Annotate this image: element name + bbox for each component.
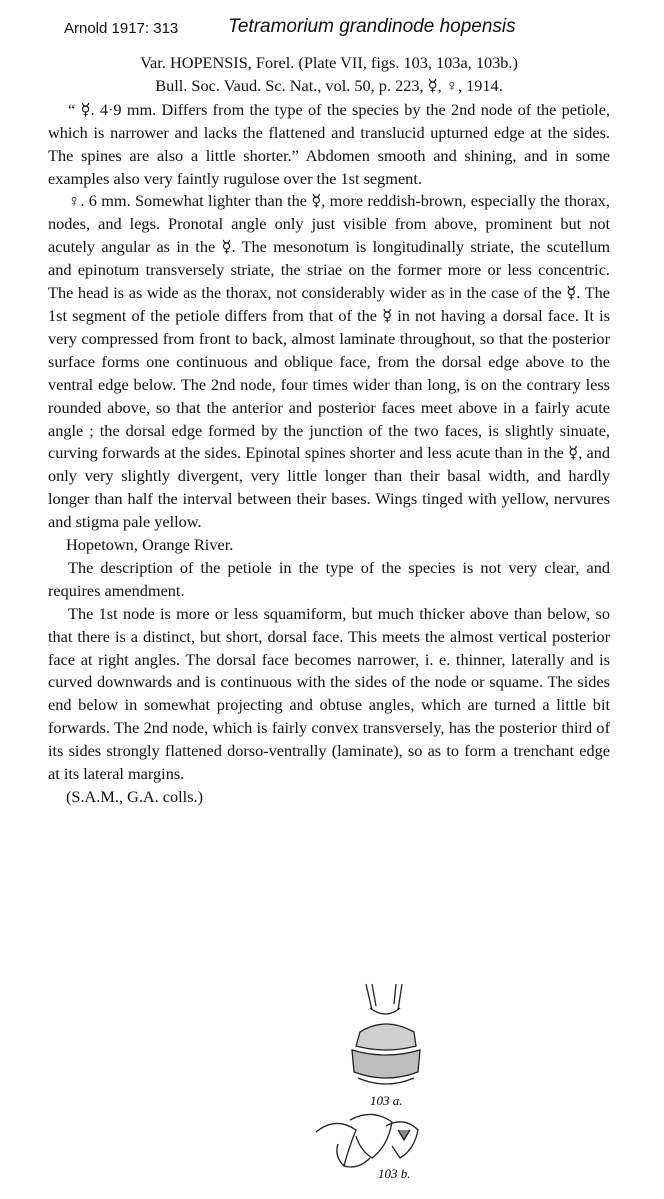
citation: Arnold 1917: 313 [64, 20, 179, 37]
figure-103a-label: 103 a. [370, 1093, 403, 1108]
figure-103a-drawing [0, 980, 664, 1194]
bibliographic-reference: Bull. Soc. Vaud. Sc. Nat., vol. 50, p. 223, ☿, ♀, 1914. [155, 75, 503, 95]
variety-heading: Var. HOPENSIS, Forel. (Plate VII, figs. 103, 103a, 103b.) [140, 53, 518, 72]
figure-103b-label: 103 b. [378, 1166, 411, 1181]
species-title: Tetramorium grandinode hopensis [228, 16, 516, 37]
petiole-note: The description of the petiole in the type of the species is not very clear, and requires amendment. [48, 557, 610, 600]
female-description: ♀. 6 mm. Somewhat lighter than the ☿, more reddish-brown, especially the thorax, nodes, and legs. Pronotal angle only just visible from above, prominent but not acutely angular as in the ☿. The mesonotum is longitudinally striate, the scutellum and epinotum transversely striate, the striae on the former more or less concentric. The head is as wide as the thorax, not considerably wider as in the case of the ☿. The 1st segment of the petiole differs from that of the ☿ in not having a dorsal face. It is very compressed from front to back, almost laminate throughout, so that the posterior surface forms one continuous and oblique face, from the dorsal edge above to the ventral edge below. The 2nd node, four times wider than long, is on the contrary less rounded above, so that the anterior and posterior faces meet above in a fairly acute angle ; the dorsal edge formed by the junction of the two faces, is slightly sinuate, curving forwards at the sides. Epinotal spines shorter and less acute than in the ☿, and only very slightly divergent, very little longer than their basal width, and hardly longer than half the interval between their bases. Wings tinged with yellow, nervures and stigma pale yellow. [48, 191, 610, 532]
collections: (S.A.M., G.A. colls.) [66, 787, 204, 806]
plate-figures [0, 980, 664, 1194]
petiole-amendment: The 1st node is more or less squamiform, but much thicker above than below, so that there is a distinct, but short, dorsal face. This meets the almost vertical posterior face at right angles. The dorsal face becomes narrower, i. e. thinner, laterally and is curved downwards and is continuous with the sides of the node or squame. The sides end below in somewhat projecting and obtuse angles, which are turned a little bit forwards. The 2nd node, which is fairly convex transversely, has the posterior third of its sides strongly flattened dorso-ventrally (laminate), so as to form a trenchant edge at its lateral margins. [48, 603, 610, 784]
page-header [0, 14, 664, 44]
document-body [48, 52, 610, 809]
locality: Hopetown, Orange River. [66, 535, 234, 555]
worker-description: “ ☿. 4·9 mm. Differs from the type of the species by the 2nd node of the petiole, which is narrower and lacks the flattened and translucid upturned edge at the sides. The spines are also a little shorter.” Abdomen smooth and shining, and in some examples also very faintly rugulose over the 1st segment. [48, 99, 610, 188]
